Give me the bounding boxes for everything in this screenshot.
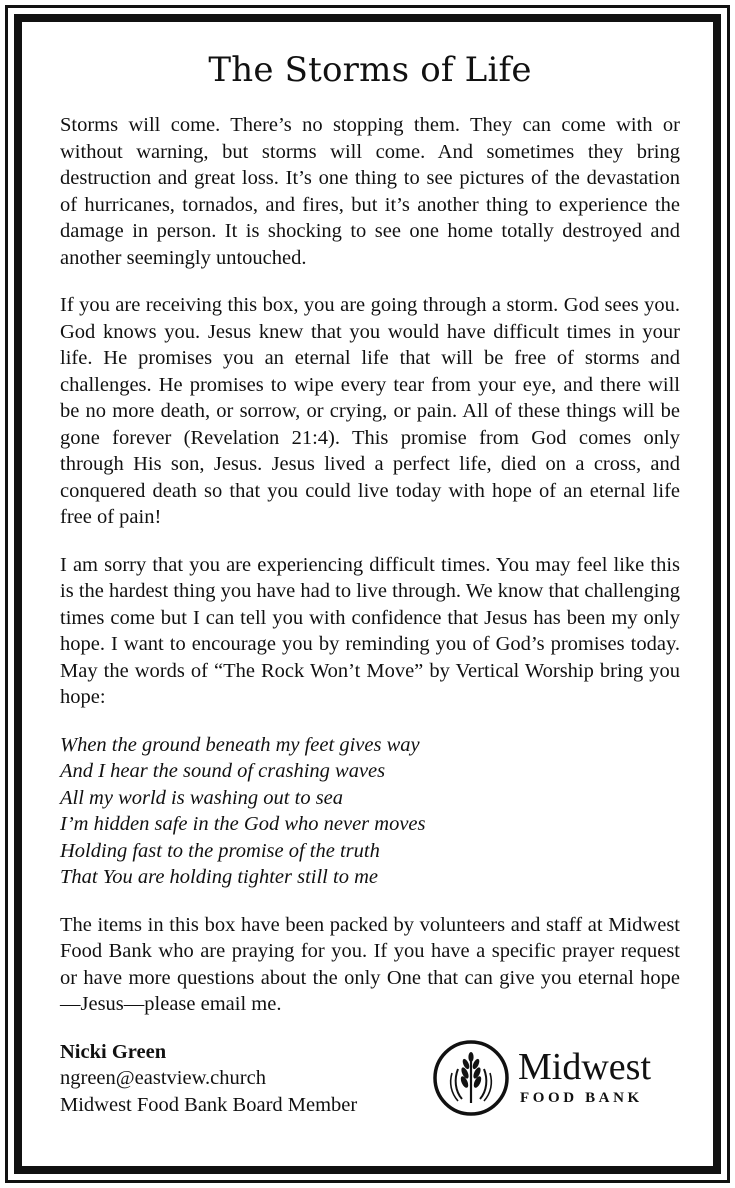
lyric-line: All my world is washing out to sea xyxy=(60,786,344,809)
page-title: The Storms of Life xyxy=(208,50,532,90)
signer-email[interactable]: ngreen@eastview.church xyxy=(60,1067,266,1089)
paragraph-closing: The items in this box have been packed by volunteers and staff at Midwest Food Bank who are praying for you. If you have a specific prayer request or have more questions about the only One that can give you eternal hope—Jesus—please email me. xyxy=(60,913,680,1015)
paragraph-promise: If you are receiving this box, you are going through a storm. God sees you. God knows you. Jesus knew that you would have difficult times in your life. He promises you an eternal life that will be free of storms and challenges. He promises to wipe every tear from your eye, and there will be no more death, or sorrow, or crying, or pain. All of these things will be gone forever (Revelation 21:4). This promise from God comes only through His son, Jesus. Jesus lived a perfect life, died on a cross, and conquered death so that you could live today with hope of an eternal life free of pain! xyxy=(60,294,680,528)
signer-name: Nicki Green xyxy=(60,1040,167,1063)
signer-role: Midwest Food Bank Board Member xyxy=(60,1093,358,1116)
wheat-icon xyxy=(432,1039,510,1117)
lyric-line: When the ground beneath my feet gives way xyxy=(60,733,420,756)
lyric-line: And I hear the sound of crashing waves xyxy=(60,760,386,782)
letter-body xyxy=(60,50,680,1129)
lyric-line: I’m hidden safe in the God who never moves xyxy=(60,813,426,835)
midwest-food-bank-logo xyxy=(432,1039,682,1119)
signature-block xyxy=(60,1039,680,1129)
song-lyrics xyxy=(60,732,680,891)
logo-wordmark: Midwest xyxy=(518,1045,651,1088)
lyric-line: That You are holding tighter still to me xyxy=(60,866,378,888)
paragraph-encouragement: I am sorry that you are experiencing difficult times. You may feel like this is the hardest thing you have had to live through. We know that challenging times come but I can tell you with confidence that Jesus has been my only hope. I want to encourage you by reminding you of God’s promises today. May the words of “The Rock Won’t Move” by Vertical Worship bring you hope: xyxy=(60,553,680,708)
paragraph-intro: Storms will come. There’s no stopping them. They can come with or without warning, but storms will come. And sometimes they bring destruction and great loss. It’s one thing to see pictures of the devastation of hurricanes, tornados, and fires, but it’s another thing to experience the damage in person. It is shocking to see one home totally destroyed and another seemingly untouched. xyxy=(60,114,680,269)
lyric-line: Holding fast to the promise of the truth xyxy=(60,839,380,862)
logo-subtitle: FOOD BANK xyxy=(520,1089,643,1106)
